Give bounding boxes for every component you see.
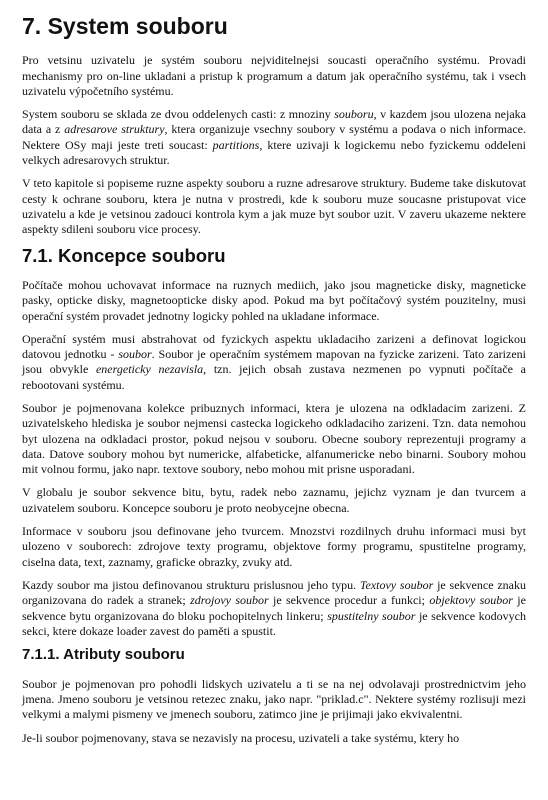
text-run: V teto kapitole si popiseme ruzne aspekty souboru a ruzne adresarove struktury. Budeme take diskutovat cesty k ochrane souboru, ktera je nutna v prostredi, kde k souboru muze soucasne pristupovat vice uzivatelu a kde je vetsinou zadouci kontrola kym a jak muze byt soubor uzit. V zaveru ukazeme nektere aspekty sdileni souboru vice procesy. [22,176,526,237]
text-run: je sekvence bytu organizovana do bloku pochopitelnych linkeru; [22,593,526,623]
chapter-intro [22,53,526,237]
paragraph [22,401,526,477]
italic-term: objektovy soubor [429,593,513,608]
text-run: Informace v souboru jsou definovane jeho tvurcem. Mnozstvi rozdilnych druhu informaci musi byt ulozeno v souborech: zdrojove texty programu, objektove formy programu, spustitelne programy, ciselna data, text, zaznamy, graficke obrazky, zvuky atd. [22,524,526,569]
paragraph [22,578,526,639]
italic-term: zdrojovy soubor [190,593,269,608]
paragraph [22,53,526,99]
text-run: System souboru se sklada ze dvou oddelenych casti: z mnoziny [22,107,335,122]
text-run: je sekvence procedur a funkci; [268,593,430,608]
italic-term: partitions [212,137,260,152]
subsection-heading: 7.1.1. Atributy souboru [22,646,185,664]
italic-term: energeticky nezavisla [95,362,204,377]
paragraph [22,176,526,237]
paragraph [22,524,526,570]
paragraph [22,677,526,723]
paragraph [22,278,526,324]
paragraph [22,485,526,516]
text-run: Soubor je pojmenovan pro pohodli lidskych uzivatelu a ti se na nej odvolavaji prostrednictvim jeho jmena. Jmeno souboru je vetsinou retezec znaku, jako napr. "priklad.c". Nektere systémy rozlisuji mezi velkymi a malymi pismeny ve jmenech souboru, zatimco jine je prijimaji jako ekvivalentni. [22,676,526,722]
text-run: . Soubor je operačním systémem mapovan na fyzicke zarizeni. Tato zarizeni jsou obvykle [22,347,526,377]
text-run: Operační systém musi abstrahovat od fyzickych aspektu ukladaciho zarizeni a definovat logickou datovou jednotku - [22,331,526,362]
text-run: , v kazdem jsou ulozena nejaka data a z [22,107,526,137]
paragraph [22,731,526,746]
text-run: , ktera organizuje vsechny soubory v systému a podava o nich informace. Nektere OSy maji jeste treti soucast: [22,122,527,152]
text-run: Pro vetsinu uzivatelu je systém souboru nejviditelnejsi soucasti operačního systému. Provadi mechanismy pro on-line ukladani a pristup k programum a datum jak operačního systému, tak i vsech uzivatelu výpočetního systému. [22,53,526,98]
text-run: V globalu je soubor sekvence bitu, bytu, radek nebo zaznamu, jejichz vyznam je dan tvurcem a uzivatelem souboru. Koncepce souboru je proto neobycejne obecna. [22,485,526,515]
section-heading: 7.1. Koncepce souboru [22,244,226,266]
chapter-heading: 7. System souboru [22,13,228,39]
text-run: je sekvence kodovych sekci, ktere dokaze loader zavest do paměti a spustit. [22,608,526,638]
text-run: Je-li soubor pojmenovany, stava se nezavisly na procesu, uzivateli a take systému, ktery ho [22,730,460,745]
italic-term: adresarove struktury [64,122,165,137]
text-run: je sekvence znaku organizovana do radek a stranek; [22,577,526,608]
text-run: Počítače mohou uchovavat informace na ruznych mediich, jako jsou magneticke disky, magneticke pasky, opticke disky, magnetoopticke disky apod. Pokud ma byt počítačový systém pouzitelny, musi operační systém provadet jednotny logicky pohled na ukladane informace. [22,277,526,323]
italic-term: souboru [334,107,374,122]
subsection-body [22,677,526,746]
italic-term: Textovy soubor [359,577,434,592]
paragraph [22,332,526,393]
paragraph [22,107,526,168]
text-run: Soubor je pojmenovana kolekce pribuznych informaci, ktera je ulozena na odkladacim zarizeni. Z uzivatelskeho hlediska je soubor nejmensi castecka logickeho odkladaciho zarizeni. Tzn. data nemohou byt ulozena na odkladaci prostor, pokud nejsou v souboru. Obecne soubory reprezentuji programy a data. Datove soubory mohou byt numericke, alfabeticke, alfanumericke nebo binarni. Soubory mohou mit volnou formu, jako napr. textove soubory, nebo mohou mit prisne usporadani. [22,400,526,477]
italic-term: spustitelny soubor [327,608,416,623]
text-run: Kazdy soubor ma jistou definovanou strukturu prislusnou jeho typu. [22,577,360,592]
text-run: , tzn. jejich obsah zustava nezmenen po vypnuti počítače a rebootovani systému. [22,362,526,392]
italic-term: soubor [118,347,152,362]
text-run: , ktere uzivaji k logickemu nebo fyzickemu oddeleni velkych adresarovych struktur. [22,137,526,168]
section-body [22,278,526,639]
